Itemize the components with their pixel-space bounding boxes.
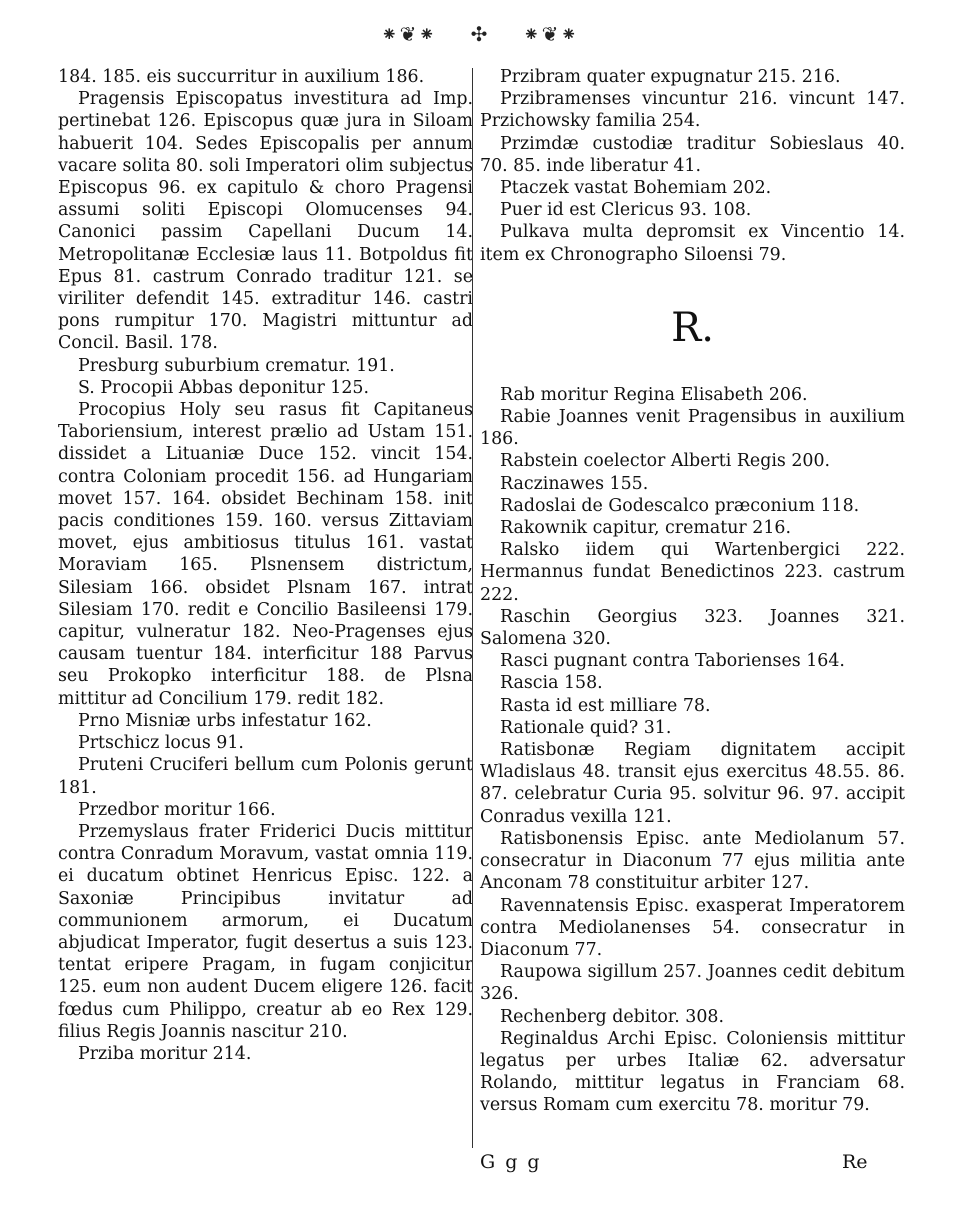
index-entry: Przibram quater expugnatur 215. 216. <box>500 67 841 87</box>
index-entry: Raupowa sigillum 257. Joannes cedit debitum 326. <box>480 962 905 1005</box>
index-entry: Rakownik capitur, crematur 216. <box>500 518 791 539</box>
index-entry: Rasci pugnant contra Taborienses 164. <box>500 651 845 672</box>
catchword: Re <box>842 1151 868 1173</box>
index-entry: Prziba moritur 214. <box>78 1043 252 1064</box>
index-entry: Procopius Holy seu rasus fit Capitaneus Taboriensium, interest prælio ad Ustam 151. dissidet a Lituaniæ Duce 152. vincit 154. contra Coloniam procedit 156. ad Hungariam movet 157. 164. obsidet Bechinam 158. init pacis conditiones 159. 160. versus Zittaviam movet, ejus ambitiosus titulus 161. vastat Moraviam 165. Plsnensem districtum, Silesiam 166. obsidet Plsnam 167. intrat Silesiam 170. redit e Concilio Basileensi 179. capitur, vulneratur 182. Neo-Pragenses ejus causam tuentur 184. interficitur 188 Parvus seu Prokopko interficitur 188. de Plsna mittitur ad Concilium 179. redit 182. <box>58 400 473 709</box>
index-entry: Raczinawes 155. <box>500 473 649 494</box>
index-entry: Rationale quid? 31. <box>500 717 672 738</box>
index-entry: Rasta id est milliare 78. <box>500 695 711 716</box>
index-entry: Pragensis Episcopatus investitura ad Imp. pertinebat 126. Episcopus quæ jura in Siloam habuerit 104. Sedes Episcopalis per annum vacare solita 80. soli Imperatori olim subjectus Episcopus 96. ex capitulo & choro Pragensi assumi soliti Episcopi Olomucenses 94. Canonici passim Capellani Ducum 14. Metropolitanæ Ecclesiæ laus 11. Botpoldus fit Epus 81. castrum Conrado traditur 121. se viriliter defendit 145. extraditur 146. castri pons rumpitur 170. Magistri mittuntur ad Concil. Basil. 178. <box>58 89 473 354</box>
index-entry: Puer id est Clericus 93. 108. <box>500 200 752 221</box>
left-column <box>58 66 473 1065</box>
header-ornament <box>0 22 960 62</box>
index-entry: Ratisbonæ Regiam dignitatem accipit Wladislaus 48. transit ejus exercitus 48.55. 86. 87. celebratur Curia 95. solvitur 96. 97. accipit Conradus vexilla 121. <box>480 740 905 827</box>
right-column <box>480 66 905 1117</box>
ornament-left: ⁕❦⁕ <box>380 22 438 46</box>
index-entry: Raschin Georgius 323. Joannes 321. Salomena 320. <box>480 606 905 650</box>
index-entry: Rabie Joannes venit Pragensibus in auxilium 186. <box>480 407 905 450</box>
index-entry: Przimdæ custodiæ traditur Sobieslaus 40. 70. 85. inde liberatur 41. <box>480 133 905 176</box>
index-entry: Przedbor moritur 166. <box>78 799 276 820</box>
index-entry: Ratisbonensis Episc. ante Mediolanum 57. consecratur in Diaconum 77 ejus militia ante Anconam 78 constituitur arbiter 127. <box>480 828 905 894</box>
index-entry: Rabstein coelector Alberti Regis 200. <box>500 451 831 472</box>
index-entry: Presburg suburbium crematur. 191. <box>78 355 395 376</box>
index-entry: S. Procopii Abbas deponitur 125. <box>78 377 370 398</box>
index-entry: Pruteni Cruciferi bellum cum Polonis gerunt 181. <box>58 755 473 798</box>
index-entry: Prtschicz locus 91. <box>78 733 244 754</box>
index-entry: Radoslai de Godescalco præconium 118. <box>500 495 860 516</box>
index-entry: Przemyslaus frater Friderici Ducis mittitur contra Conradum Moravum, vastat omnia 119. ei ducatum obtinet Henricus Episc. 122. a Saxoniæ Principibus invitatur ad communionem armorum, ei Ducatum abjudicat Imperator, fugit desertus a suis 123. tentat eripere Pragam, in fugam conjicitur 125. eum non audent Ducem eligere 126. facit fœdus cum Philippo, creatur ab eo Rex 129. filius Regis Joannis nascitur 210. <box>58 821 473 1042</box>
index-entry: Przibramenses vincuntur 216. vincunt 147. Przichowsky familia 254. <box>480 89 905 132</box>
index-entry: Ptaczek vastat Bohemiam 202. <box>500 178 772 199</box>
signature-mark: G g g <box>480 1151 542 1173</box>
index-entry: Rab moritur Regina Elisabeth 206. <box>500 384 808 405</box>
index-entry: Reginaldus Archi Episc. Coloniensis mittitur legatus per urbes Italiæ 62. adversatur Rolando, mittitur legatus in Franciam 68. versus Romam cum exercitu 78. moritur 79. <box>480 1028 905 1116</box>
ornament-center: ✣ <box>470 22 490 46</box>
index-entry: Ralsko iidem qui Wartenbergici 222. Hermannus fundat Benedictinos 223. castrum 222. <box>480 540 905 605</box>
index-entry: 184. 185. eis succurritur in auxilium 186. <box>58 67 425 87</box>
index-entry: Rechenberg debitor. 308. <box>500 1006 724 1027</box>
section-letter-heading: R. <box>671 304 714 351</box>
column-divider <box>472 68 473 1148</box>
index-entry: Pulkava multa depromsit ex Vincentio 14. item ex Chronographo Siloensi 79. <box>480 222 905 265</box>
page-footer <box>0 1151 960 1181</box>
index-entry: Ravennatensis Episc. exasperat Imperatorem contra Mediolanenses 54. consecratur in Diaconum 77. <box>480 895 905 960</box>
ornament-right: ⁕❦⁕ <box>522 22 580 46</box>
index-entry: Rascia 158. <box>500 673 603 694</box>
index-entry: Prno Misniæ urbs infestatur 162. <box>78 710 372 731</box>
